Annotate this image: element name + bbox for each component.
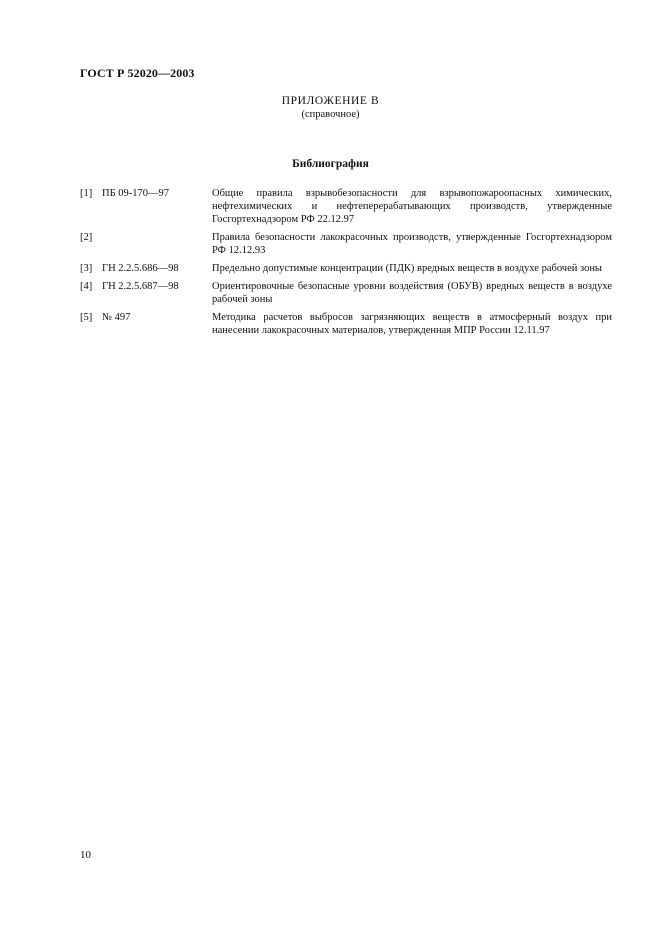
bibliography-text: Методика расчетов выбросов загрязняющих веществ в атмосферный воздух при нанесении лакокрасочных материалов, утвержденная МПР России 12.11.97 [212,312,612,336]
bibliography-text: Общие правила взрывобезопасности для взрывопожароопасных химических, нефтехимических и нефтеперерабатывающих производств, утвержденные Госгортехнадзором РФ 22.12.97 [212,188,612,225]
bibliography-ref [80,280,212,306]
bibliography-entry [80,280,612,306]
bibliography-list [80,187,612,342]
bibliography-entry [80,187,612,226]
appendix-title: ПРИЛОЖЕНИЕ В [281,95,380,107]
appendix-subtitle: (справочное) [301,109,360,120]
bibliography-text: Предельно допустимые концентрации (ПДК) вредных веществ в воздухе рабочей зоны [212,263,602,274]
bibliography-number: [4] [80,281,93,292]
bibliography-code: ГН 2.2.5.686—98 [102,263,179,274]
document-id: ГОСТ Р 52020—2003 [80,66,195,80]
bibliography-code: ПБ 09-170—97 [102,188,169,199]
bibliography-ref [80,187,212,226]
bibliography-number: [1] [80,188,93,199]
bibliography-ref [80,311,212,337]
bibliography-ref [80,231,212,257]
bibliography-heading: Библиография [292,158,369,170]
bibliography-number: [5] [80,312,93,323]
appendix-header [0,95,661,121]
page-number: 10 [80,849,91,861]
bibliography-text: Ориентировочные безопасные уровни воздействия (ОБУВ) вредных веществ в воздухе рабочей зоны [212,281,612,305]
bibliography-entry [80,311,612,337]
bibliography-code: № 497 [102,312,131,323]
bibliography-ref [80,262,212,275]
bibliography-number: [3] [80,263,93,274]
bibliography-code: ГН 2.2.5.687—98 [102,281,179,292]
bibliography-number: [2] [80,232,93,243]
bibliography-text: Правила безопасности лакокрасочных производств, утвержденные Госгортехнадзором РФ 12.12.93 [212,232,612,256]
bibliography-entry [80,262,612,275]
bibliography-entry [80,231,612,257]
